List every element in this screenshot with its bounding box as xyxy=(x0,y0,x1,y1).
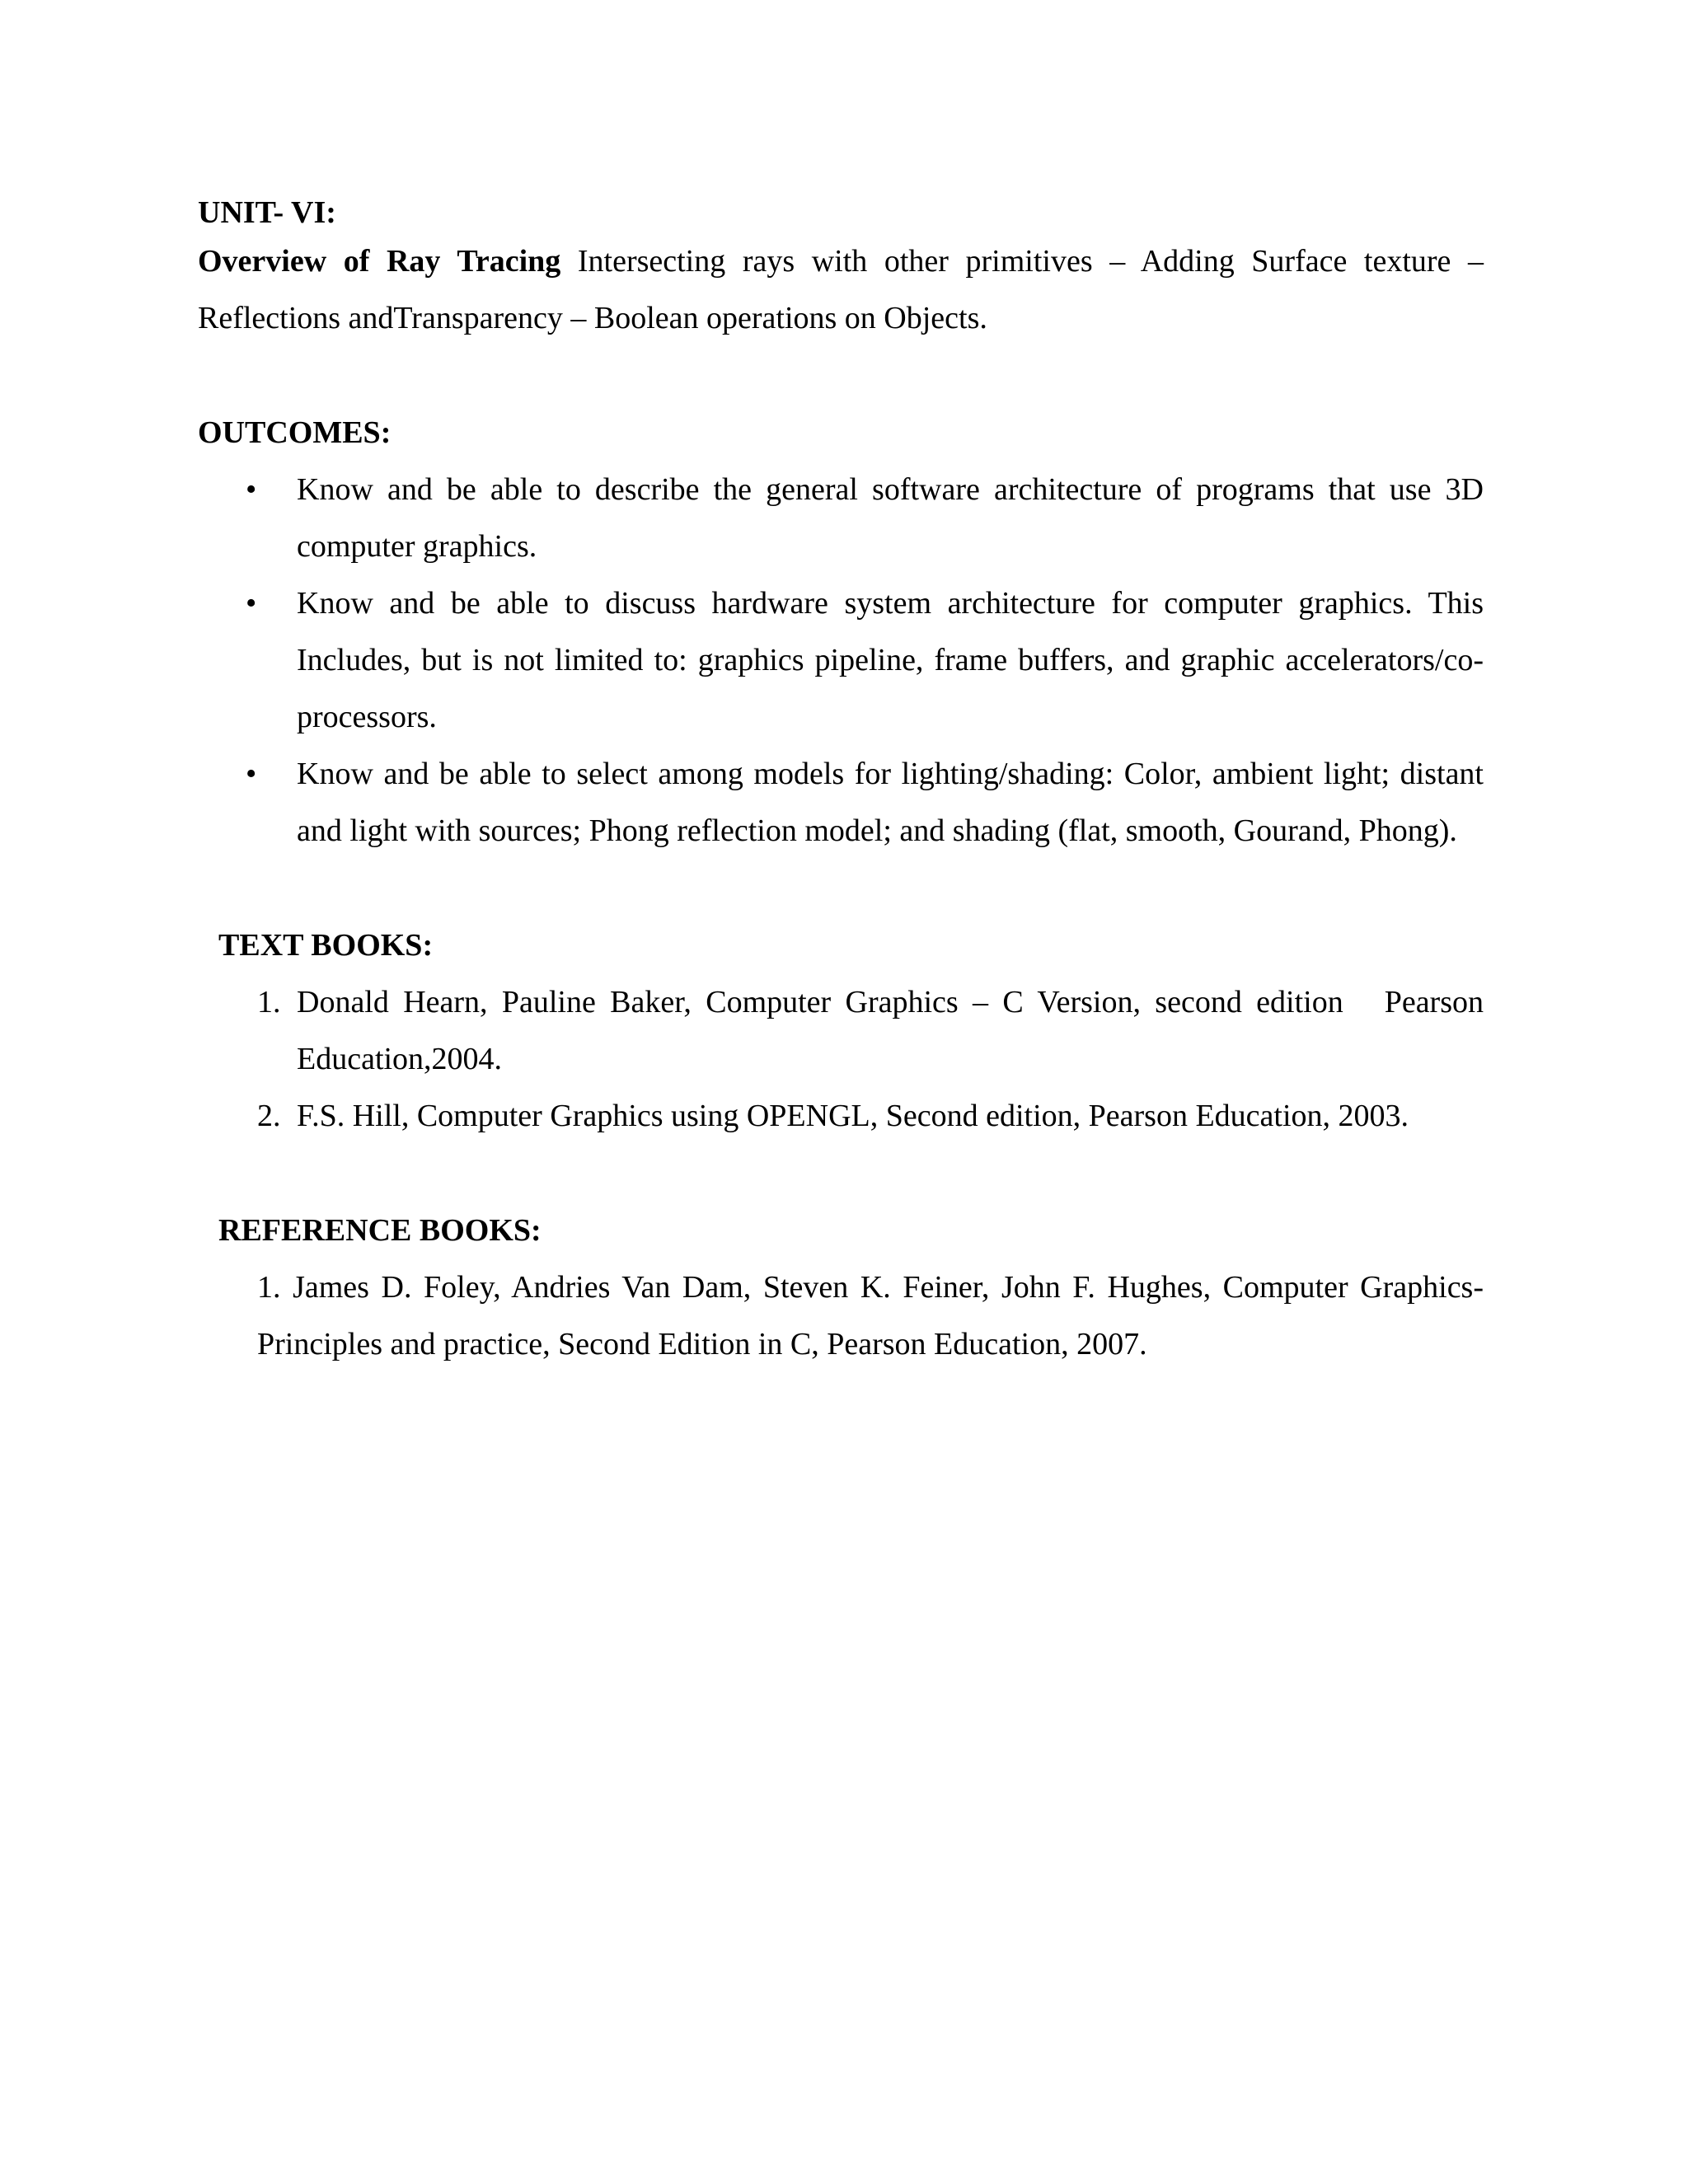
outcome-text: Know and be able to describe the general software architecture of programs that use 3D computer graphics. xyxy=(297,472,1484,564)
reference-book-item xyxy=(257,1259,1484,1373)
unit-lead-title: Overview of Ray Tracing xyxy=(198,244,561,279)
outcome-text: Know and be able to discuss hardware system architecture for computer graphics. This Includes, but is not limited to: graphics pipeline, frame buffers, and graphic accelerators/co-processors. xyxy=(297,586,1484,734)
bullet-icon: • xyxy=(246,586,257,621)
bullet-icon: • xyxy=(246,472,257,507)
outcome-item xyxy=(198,746,1484,860)
outcome-text: Know and be able to select among models for lighting/shading: Color, ambient light; distant and light with sources; Phong reflection model; and shading (flat, smooth, Gourand, Phong). xyxy=(297,757,1484,848)
text-book-item xyxy=(198,974,1484,1088)
unit-body-text: Intersecting rays with other primitives – Adding Surface texture – Reflections andTransparency – Boolean operations on Objects. xyxy=(198,244,1484,335)
reference-book-text: James D. Foley, Andries Van Dam, Steven K. Feiner, John F. Hughes, Computer Graphics- Principles and practice, Second Edition in C, Pearson Education, 2007. xyxy=(257,1270,1484,1361)
list-number: 2. xyxy=(257,1099,281,1133)
text-book-text-cont: Pearson Education,2004. xyxy=(297,985,1484,1076)
outcome-item xyxy=(198,575,1484,746)
outcomes-heading: OUTCOMES: xyxy=(198,415,392,450)
outcomes-list xyxy=(198,462,1484,860)
document-content xyxy=(198,192,1484,1373)
text-books-heading: TEXT BOOKS: xyxy=(218,928,434,963)
text-book-text: Donald Hearn, Pauline Baker, Computer Graphics – C Version, second edition xyxy=(297,985,1343,1019)
text-books-list xyxy=(198,974,1484,1145)
spacer xyxy=(198,347,1484,405)
spacer xyxy=(198,1145,1484,1202)
spacer xyxy=(198,860,1484,917)
list-number: 1. xyxy=(257,985,281,1019)
outcome-item xyxy=(198,462,1484,575)
list-number: 1. xyxy=(257,1270,281,1305)
unit-paragraph xyxy=(198,233,1484,347)
text-book-item xyxy=(198,1088,1484,1145)
reference-books-heading: REFERENCE BOOKS: xyxy=(218,1213,542,1248)
bullet-icon: • xyxy=(246,757,257,791)
unit-heading: UNIT- VI: xyxy=(198,195,336,230)
text-book-text: F.S. Hill, Computer Graphics using OPENGL, Second edition, Pearson Education, 2003. xyxy=(297,1099,1409,1133)
